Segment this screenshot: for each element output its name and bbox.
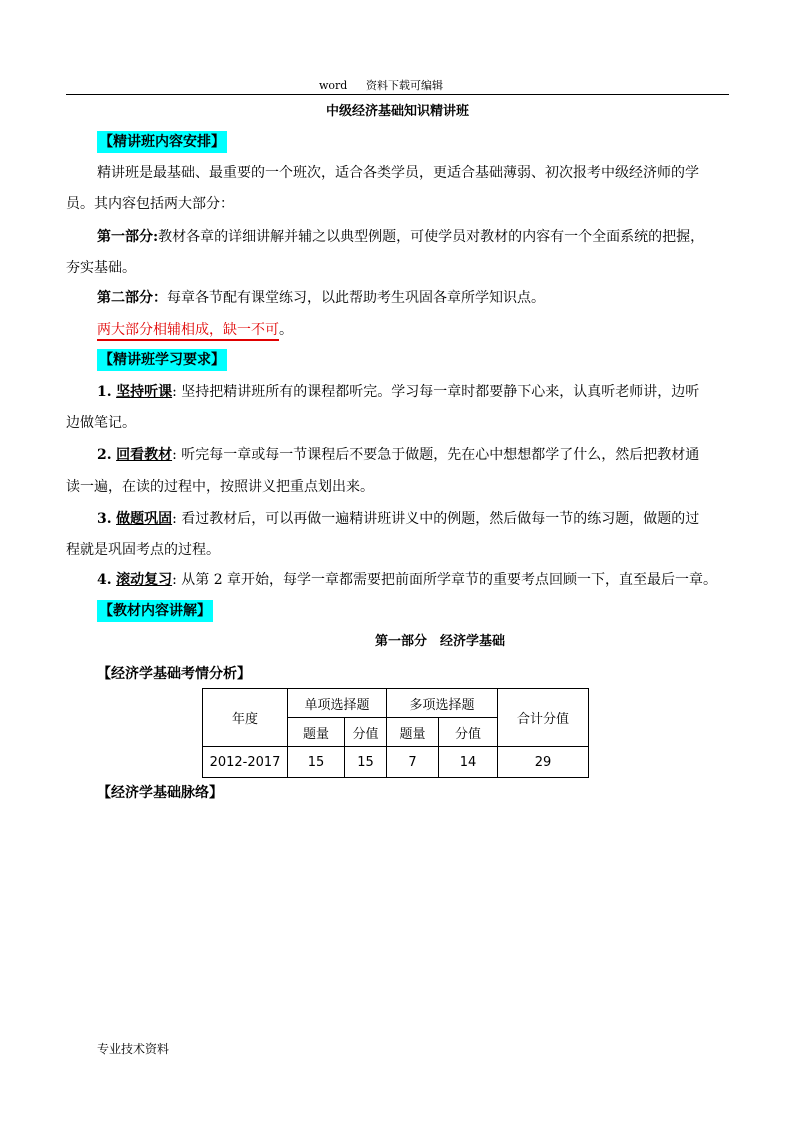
req-2-text: : 听完每一章或每一节课程后不要急于做题，先在心中想想都学了什么，然后把教材通 <box>172 447 700 463</box>
req-1-text: : 坚持把精讲班所有的课程都听完。学习每一章时都要静下心来，认真听老师讲，边听 <box>172 384 700 400</box>
page-footer: 专业技术资料 <box>97 1042 170 1056</box>
header-word: word <box>319 79 348 92</box>
req-2-line-2: 读一遍，在读的过程中，按照讲义把重点划出来。 <box>66 479 374 495</box>
req-4-line-1 <box>97 570 729 590</box>
th-year: 年度 <box>203 689 288 747</box>
part1-line-1 <box>97 227 729 247</box>
header-rule <box>66 94 729 95</box>
req-3-line-1 <box>97 509 729 529</box>
req-1-num: 1. <box>97 384 112 400</box>
red-note-line <box>97 320 729 340</box>
header-right-text: 资料下载可编辑 <box>366 79 443 92</box>
table-row <box>203 747 589 778</box>
part2-label: 第二部分： <box>97 290 167 306</box>
req-4-key: 滚动复习 <box>116 572 173 588</box>
red-note-tail: 。 <box>279 322 293 338</box>
req-4-num: 4. <box>97 572 112 588</box>
req-2-line-1 <box>97 445 729 465</box>
cell-total: 29 <box>498 747 589 778</box>
th-multi: 多项选择题 <box>387 689 498 718</box>
th-total: 合计分值 <box>498 689 589 747</box>
th-single: 单项选择题 <box>288 689 387 718</box>
section-heading-requirements: 【精讲班学习要求】 <box>97 349 227 371</box>
part2-text: 每章各节配有课堂练习，以此帮助考生巩固各章所学知识点。 <box>167 290 545 306</box>
section-heading-textbook: 【教材内容讲解】 <box>97 600 213 622</box>
th-multi-count: 题量 <box>387 718 439 747</box>
req-3-line-2: 程就是巩固考点的过程。 <box>66 542 220 558</box>
section-heading-framework: 【经济学基础脉络】 <box>97 785 223 801</box>
exam-table <box>202 688 589 778</box>
req-3-text: : 看过教材后，可以再做一遍精讲班讲义中的例题，然后做每一节的练习题，做题的过 <box>172 511 700 527</box>
intro-line-2: 员。其内容包括两大部分： <box>66 196 234 212</box>
part1-line-2: 夯实基础。 <box>66 260 136 276</box>
th-multi-score: 分值 <box>439 718 498 747</box>
cell-multi-count: 7 <box>387 747 439 778</box>
part-title: 第一部分 经济学基础 <box>374 634 505 649</box>
th-single-score: 分值 <box>345 718 387 747</box>
req-4-text: : 从第 2 章开始，每学一章都需要把前面所学章节的重要考点回顾一下，直至最后一章。 <box>172 572 718 588</box>
intro-line-1: 精讲班是最基础、最重要的一个班次，适合各类学员，更适合基础薄弱、初次报考中级经济师的学 <box>97 165 699 181</box>
cell-year: 2012-2017 <box>203 747 288 778</box>
req-2-key: 回看教材 <box>116 447 173 463</box>
req-1-line-1 <box>97 382 729 402</box>
part1-text: 教材各章的详细讲解并辅之以典型例题，可使学员对教材的内容有一个全面系统的把握， <box>158 229 705 245</box>
page-header <box>66 79 729 95</box>
document-title: 中级经济基础知识精讲班 <box>325 104 469 119</box>
cell-single-score: 15 <box>345 747 387 778</box>
req-1-line-2: 边做笔记。 <box>66 415 136 431</box>
req-1-key: 坚持听课 <box>116 384 173 400</box>
cell-multi-score: 14 <box>439 747 498 778</box>
section-heading-exam-analysis: 【经济学基础考情分析】 <box>97 666 251 682</box>
req-2-num: 2. <box>97 447 112 463</box>
req-3-num: 3. <box>97 511 112 527</box>
part2-line <box>97 288 729 308</box>
red-note: 两大部分相辅相成，缺一不可 <box>97 322 279 341</box>
part1-label: 第一部分: <box>97 229 159 245</box>
req-3-key: 做题巩固 <box>116 511 173 527</box>
cell-single-count: 15 <box>288 747 345 778</box>
section-heading-arrangement: 【精讲班内容安排】 <box>97 131 227 153</box>
th-single-count: 题量 <box>288 718 345 747</box>
